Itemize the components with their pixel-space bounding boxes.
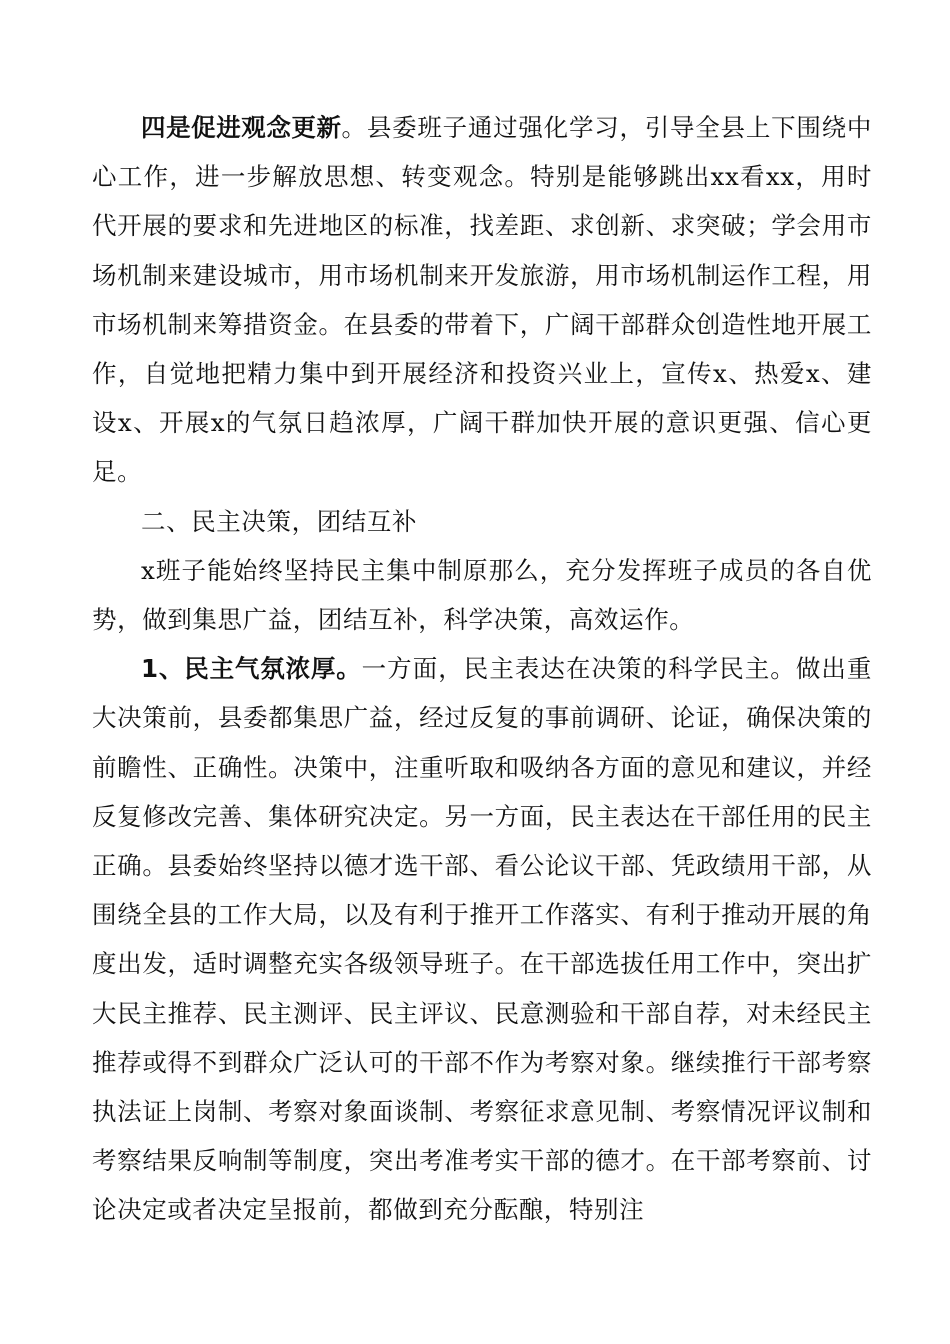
paragraph-concept-update xyxy=(92,103,872,497)
document-page xyxy=(92,103,872,1235)
paragraph-democratic-centralism: x班子能始终坚持民主集中制原那么，充分发挥班子成员的各自优势，做到集思广益，团结互补，科学决策，高效运作。 xyxy=(92,555,872,635)
paragraph-democratic-atmosphere xyxy=(92,644,872,1234)
paragraph-lead-bold: 四是促进观念更新 xyxy=(141,113,342,142)
paragraph-lead-bold: 1、民主气氛浓厚。 xyxy=(141,654,362,684)
paragraph-body: 一方面，民主表达在决策的科学民主。做出重大决策前，县委都集思广益，经过反复的事前调研、论证，确保决策的前瞻性、正确性。决策中，注重听取和吸纳各方面的意见和建议，并经反复修改完善、集体研究决定。另一方面，民主表达在干部任用的民主正确。县委始终坚持以德才选干部、看公论议干部、凭政绩用干部，从围绕全县的工作大局，以及有利于推开工作落实、有利于推动开展的角度出发，适时调整充实各级领导班子。在干部选拔任用工作中，突出扩大民主推荐、民主测评、民主评议、民意测验和干部自荐，对未经民主推荐或得不到群众广泛认可的干部不作为考察对象。继续推行干部考察执法证上岗制、考察对象面谈制、考察征求意见制、考察情况评议制和考察结果反响制等制度，突出考准考实干部的德才。在干部考察前、讨论决定或者决定呈报前，都做到充分酝酿，特别注 xyxy=(92,654,872,1225)
section-heading: 二、民主决策，团结互补 xyxy=(141,506,418,536)
paragraph-body: 。县委班子通过强化学习，引导全县上下围绕中心工作，进一步解放思想、转变观念。特别是能够跳出xx看xx，用时代开展的要求和先进地区的标准，找差距、求创新、求突破；学会用市场机制来建设城市，用市场机制来开发旅游，用市场机制运作工程，用市场机制来筹措资金。在县委的带着下，广阔干部群众创造性地开展工作，自觉地把精力集中到开展经济和投资兴业上，宣传x、热爱x、建设x、开展x的气氛日趋浓厚，广阔干群加快开展的意识更强、信心更足。 xyxy=(92,113,872,487)
